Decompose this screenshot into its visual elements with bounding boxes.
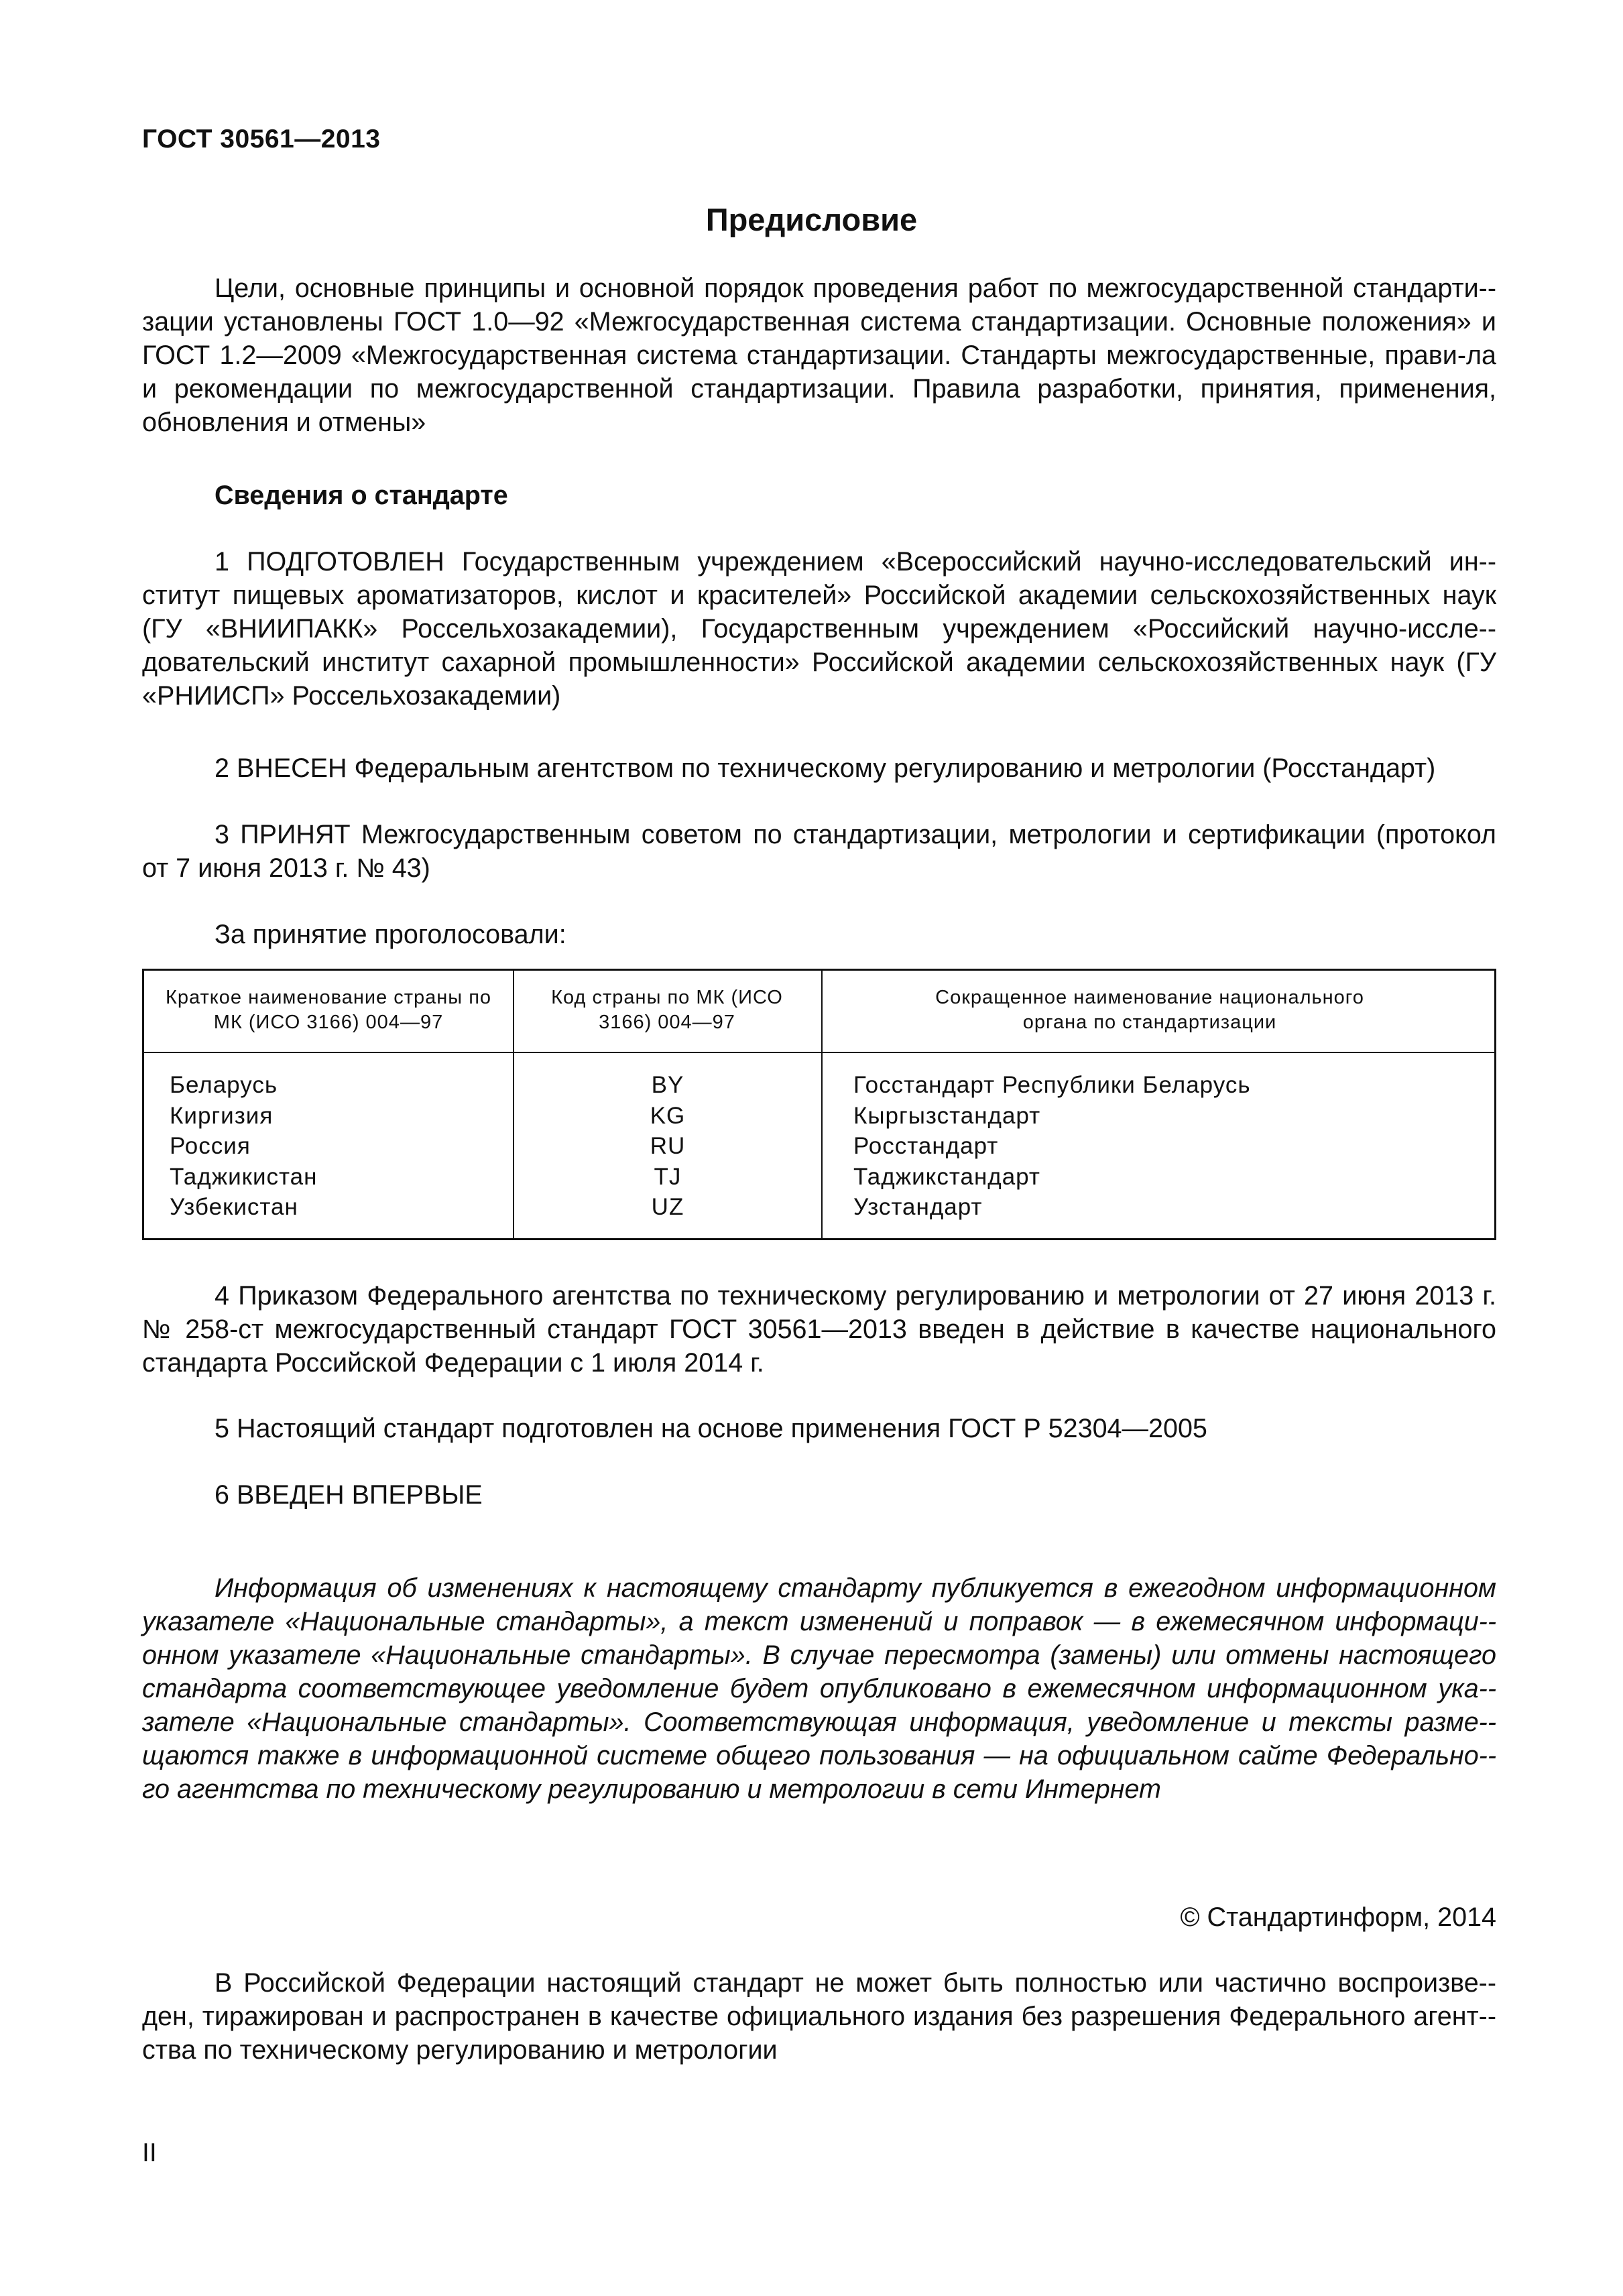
table-cell-country: Таджикистан xyxy=(170,1163,318,1190)
table-cell-body: Таджикстандарт xyxy=(853,1163,1040,1190)
changes-information-notice: Информация об изменениях к настоящему стандарту публикуется в ежегодном информационном указателе «Национальные стандарты», а текст изменений и поправок — в ежемесячном информаци-онном указателе «Национальные стандарты». В случае пересмотра (замены) или отмены настоящего стандарта соответствующее уведомление будет опубликовано в ежемесячном информационном ука-зателе «Национальные стандарты». Соответствующая информация, уведомление и тексты разме-щаются также в информационной системе общего пользования — на официальном сайте Федерально-го агентства по техническому регулированию и метрологии в сети Интернет xyxy=(142,1573,1496,1804)
table-cell-country: Киргизия xyxy=(170,1102,274,1129)
voting-countries-table xyxy=(142,969,1496,1240)
table-cell-body: Кыргызстандарт xyxy=(853,1102,1041,1129)
document-code: ГОСТ 30561—2013 xyxy=(142,125,381,154)
page-title: Предисловие xyxy=(705,202,918,237)
item-6-introduced: 6 ВВЕДЕН ВПЕРВЫЕ xyxy=(215,1480,483,1510)
item-4-order: 4 Приказом Федерального агентства по техническому регулированию и метрологии от 27 июня 2013 г. № 258-ст межгосударственный стандарт ГОСТ 30561—2013 введен в действие в качестве национального стандарта Российской Федерации с 1 июля 2014 г. xyxy=(142,1281,1496,1378)
reproduction-notice: В Российской Федерации настоящий стандарт не может быть полностью или частично воспроизве-ден, тиражирован и распространен в качестве официального издания без разрешения Федерального агент-ства по техническому регулированию и метрологии xyxy=(142,1968,1496,2065)
header-country-name: Краткое наименование страны по МК (ИСО 3166) 004—97 xyxy=(165,987,492,1033)
voted-label: За принятие проголосовали: xyxy=(215,920,566,949)
item-3-adopted: 3 ПРИНЯТ Межгосударственным советом по стандартизации, метрологии и сертификации (протокол от 7 июня 2013 г. № 43) xyxy=(142,820,1496,883)
table-cell-code: TJ xyxy=(654,1163,682,1190)
code-column xyxy=(514,1070,821,1223)
standards-body-column xyxy=(853,1070,1251,1223)
copyright-notice: © Стандартинформ, 2014 xyxy=(1180,1902,1496,1932)
header-country-code: Код страны по МК (ИСО 3166) 004—97 xyxy=(551,987,783,1033)
header-standards-body: Сокращенное наименование национального органа по стандартизации xyxy=(935,987,1364,1033)
standard-info-heading: Сведения о стандарте xyxy=(215,481,508,510)
table-cell-code: KG xyxy=(650,1102,686,1129)
table-cell-body: Госстандарт Республики Беларусь xyxy=(853,1072,1251,1098)
table-cell-code: UZ xyxy=(651,1194,684,1220)
item-5-basis: 5 Настоящий стандарт подготовлен на основе применения ГОСТ Р 52304—2005 xyxy=(215,1414,1207,1443)
intro-paragraph: Цели, основные принципы и основной порядок проведения работ по межгосударственной стандарти-зации установлены ГОСТ 1.0—92 «Межгосударственная система стандартизации. Основные положения» и ГОСТ 1.2—2009 «Межгосударственная система стандартизации. Стандарты межгосударственные, прави-ла и рекомендации по межгосударственной стандартизации. Правила разработки, принятия, применения, обновления и отмены» xyxy=(142,274,1496,437)
table-cell-body: Росстандарт xyxy=(853,1133,999,1159)
table-cell-country: Узбекистан xyxy=(170,1194,298,1220)
column-divider xyxy=(821,971,823,1238)
table-cell-country: Россия xyxy=(170,1133,251,1159)
table-cell-code: RU xyxy=(650,1133,686,1159)
table-cell-country: Беларусь xyxy=(170,1072,278,1098)
item-2-submitted: 2 ВНЕСЕН Федеральным агентством по техническому регулированию и метрологии (Росстандарт) xyxy=(215,753,1436,783)
country-column xyxy=(170,1070,317,1223)
header-divider xyxy=(144,1052,1494,1053)
item-1-prepared: 1 ПОДГОТОВЛЕН Государственным учреждением «Всероссийский научно-исследовательский ин-ститут пищевых ароматизаторов, кислот и красителей» Российской академии сельскохозяйственных наук (ГУ «ВНИИПАКК» Россельхозакадемии), Государственным учреждением «Российский научно-иссле-довательский институт сахарной промышленности» Российской академии сельскохозяйственных наук (ГУ «РНИИСП» Россельхозакадемии) xyxy=(142,547,1496,711)
table-cell-code: BY xyxy=(651,1072,684,1098)
table-cell-body: Узстандарт xyxy=(853,1194,983,1220)
page-number: II xyxy=(142,2138,157,2167)
